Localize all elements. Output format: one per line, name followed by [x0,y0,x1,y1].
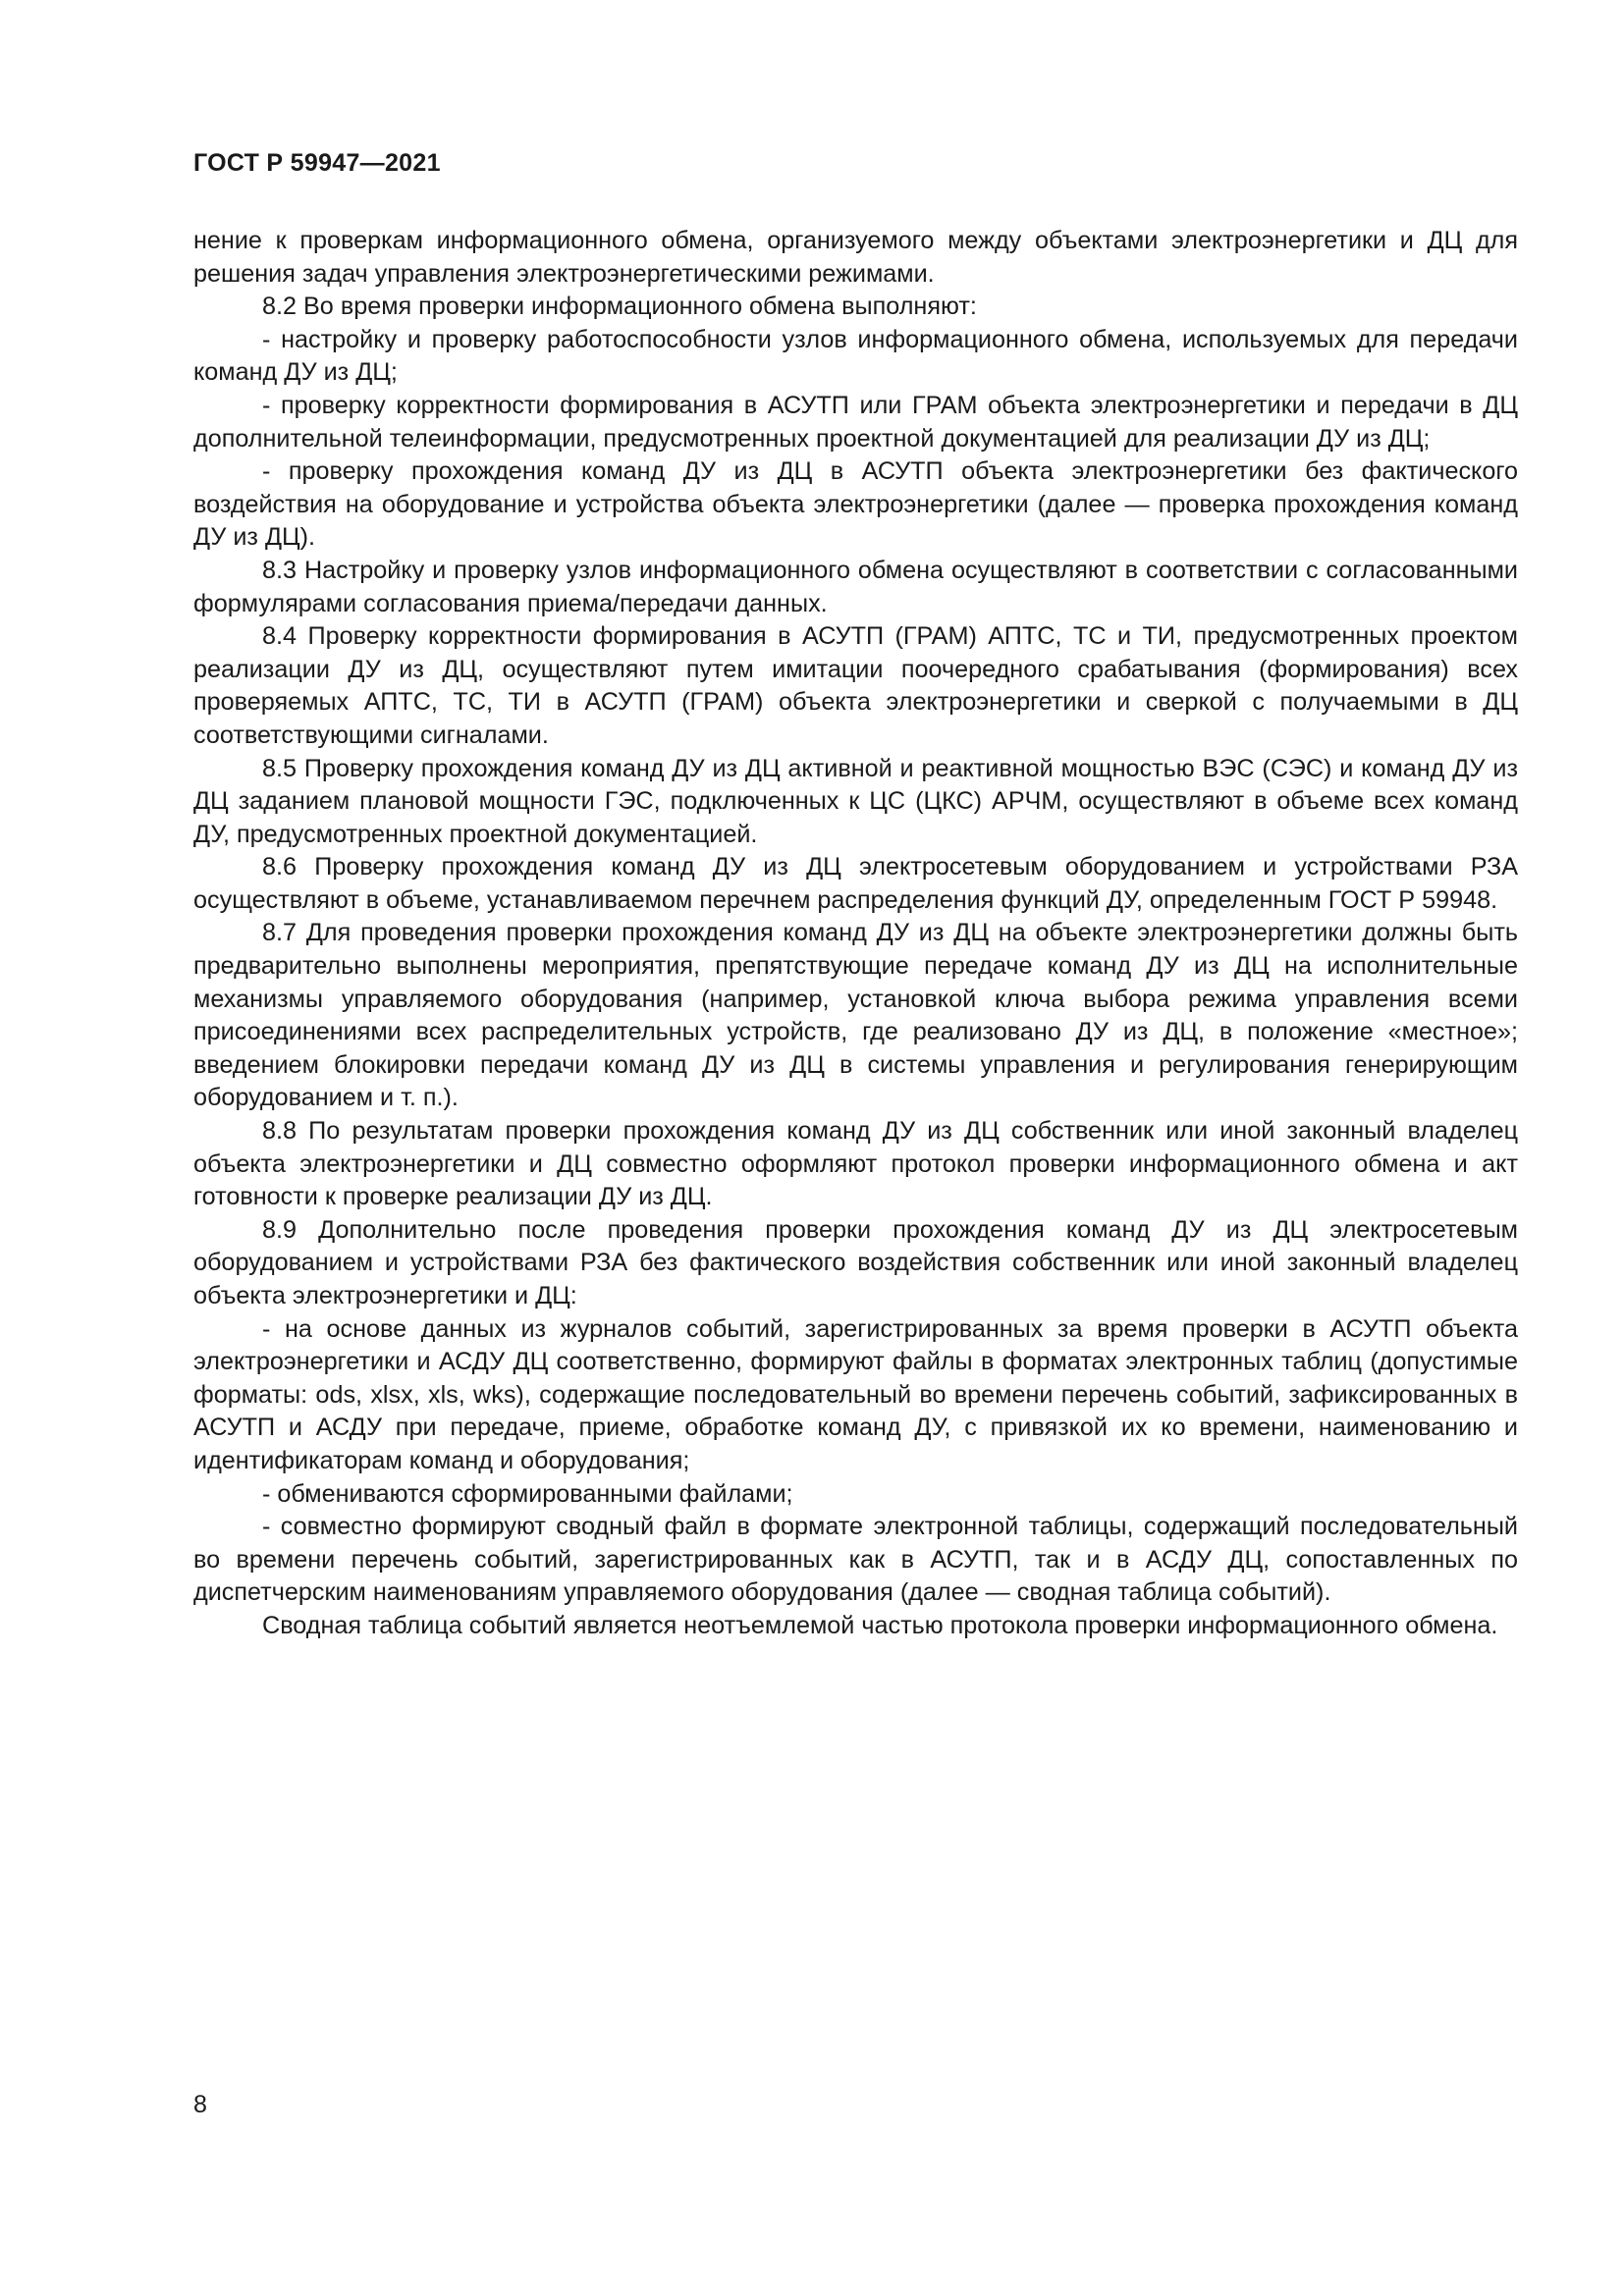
list-item: - обмениваются сформированными файлами; [262,1479,793,1508]
list-item: - настройку и проверку работоспособности узлов информационного обмена, используемых для передачи команд ДУ из ДЦ; [193,325,1518,387]
paragraph-8-3: 8.3 Настройку и проверку узлов информационного обмена осуществляют в соответствии с согласованными формулярами согласования приема/передачи данных. [193,556,1518,617]
list-item: - совместно формируют сводный файл в формате электронной таблицы, содержащий последовательный во времени перечень событий, зарегистрированных как в АСУТП, так и в АСДУ ДЦ, сопоставленных по диспетчерским наименованиям управляемого оборудования (далее — сводная таблица событий). [193,1513,1518,1607]
paragraph-summary-table: Сводная таблица событий является неотъемлемой частью протокола проверки информационного обмена. [262,1611,1498,1639]
document-body [193,225,1518,1643]
paragraph-8-7: 8.7 Для проведения проверки прохождения команд ДУ из ДЦ на объекте электроэнергетики должны быть предварительно выполнены мероприятия, препятствующие передаче команд ДУ из ДЦ на исполнительные механизмы управляемого оборудования (например, установкой ключа выбора режима управления всеми присоединениями всех распределительных устройств, где реализовано ДУ из ДЦ, в положение «местное»; введением блокировки передачи команд ДУ из ДЦ в системы управления и регулирования генерирующим оборудованием и т. п.). [193,919,1518,1112]
list-item: - на основе данных из журналов событий, зарегистрированных за время проверки в АСУТП объекта электроэнергетики и АСДУ ДЦ соответственно, формируют файлы в форматах электронных таблиц (допустимые форматы: ods, xlsx, xls, wks), содержащие последовательный во времени перечень событий, зафиксированных в АСУТП и АСДУ при передаче, приеме, обработке команд ДУ, с привязкой их ко времени, наименованию и идентификаторам команд и оборудования; [193,1314,1518,1474]
document-header: ГОСТ Р 59947—2021 [193,149,441,177]
page-number: 8 [193,2091,207,2118]
paragraph-continuation: нение к проверкам информационного обмена, организуемого между объектами электроэнергетики и ДЦ для решения задач управления электроэнергетическими режимами. [193,227,1518,288]
paragraph-8-6: 8.6 Проверку прохождения команд ДУ из ДЦ электросетевым оборудованием и устройствами РЗА осуществляют в объеме, устанавливаемом перечнем распределения функций ДУ, определенным ГОСТ Р 59948. [193,853,1518,914]
paragraph-8-9: 8.9 Дополнительно после проведения проверки прохождения команд ДУ из ДЦ электросетевым оборудованием и устройствами РЗА без фактического воздействия собственник или иной законный владелец объекта электроэнергетики и ДЦ: [193,1215,1518,1309]
list-item: - проверку корректности формирования в АСУТП или ГРАМ объекта электроэнергетики и передачи в ДЦ дополнительной телеинформации, предусмотренных проектной документацией для реализации ДУ из ДЦ; [193,391,1518,453]
paragraph-8-2: 8.2 Во время проверки информационного обмена выполняют: [262,293,977,321]
paragraph-8-4: 8.4 Проверку корректности формирования в АСУТП (ГРАМ) АПТС, ТС и ТИ, предусмотренных проектом реализации ДУ из ДЦ, осуществляют путем имитации поочередного срабатывания (формирования) всех проверяемых АПТС, ТС, ТИ в АСУТП (ГРАМ) объекта электроэнергетики и сверкой с получаемыми в ДЦ соответствующими сигналами. [193,622,1518,749]
paragraph-8-8: 8.8 По результатам проверки прохождения команд ДУ из ДЦ собственник или иной законный владелец объекта электроэнергетики и ДЦ совместно оформляют протокол проверки информационного обмена и акт готовности к проверке реализации ДУ из ДЦ. [193,1117,1518,1211]
list-item: - проверку прохождения команд ДУ из ДЦ в АСУТП объекта электроэнергетики без фактического воздействия на оборудование и устройства объекта электроэнергетики (далее — проверка прохождения команд ДУ из ДЦ). [193,457,1518,552]
paragraph-8-5: 8.5 Проверку прохождения команд ДУ из ДЦ активной и реактивной мощностью ВЭС (СЭС) и команд ДУ из ДЦ заданием плановой мощности ГЭС, подключенных к ЦС (ЦКС) АРЧМ, осуществляют в объеме всех команд ДУ, предусмотренных проектной документацией. [193,754,1518,848]
